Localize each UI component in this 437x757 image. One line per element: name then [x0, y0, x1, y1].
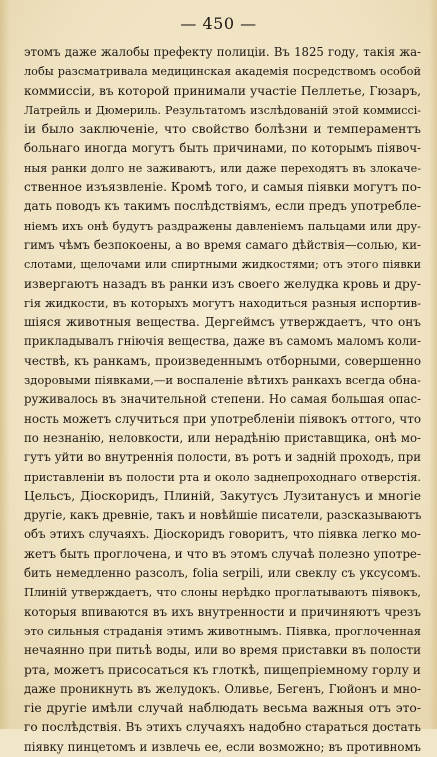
text-line: по незнанію, неловкости, или нерадѣнію приставщика, онѣ мо- [24, 430, 421, 445]
text-line: гимъ чѣмъ безпокоены, а во время самаго дѣйствія—солью, ки- [24, 237, 421, 252]
text-line: больнаго иногда могутъ быть причинами, по которымъ піявоч- [24, 141, 421, 156]
text-line: чествѣ, къ ранкамъ, произведеннымъ отборными, совершенно [24, 353, 421, 368]
text-line: гутъ уйти во внутреннія полости, въ ротъ и задній проходъ, при [24, 450, 421, 465]
text-line: это сильныя страданія этимъ животнымъ. Піявка, проглоченная [24, 623, 421, 638]
text-line: го послѣдствія. Въ этихъ случаяхъ надобно стараться достать [24, 720, 421, 735]
text-line: нечаянно при питьѣ воды, или во время приставки въ полости [24, 643, 421, 658]
text-line: гіе другіе имѣли случай наблюдать весьма важныя отъ это- [24, 701, 421, 716]
text-line: которыя впиваются въ ихъ внутренности и причиняютъ чрезъ [24, 604, 421, 619]
text-line: слотами, щелочами или спиртными жидкостями; отъ этого піявки [24, 258, 421, 272]
text-line: гія жидкости, въ которыхъ могутъ находиться разныя испортив- [24, 295, 421, 310]
text-line: рта, можетъ присосаться къ глоткѣ, пищепріемному горлу и [24, 662, 421, 677]
text-line: жетъ быть проглочена, и что въ этомъ случаѣ полезно употре- [24, 546, 421, 561]
text-line: приставленіи въ полости рта и около заднепроходнаго отверстія. [24, 470, 421, 484]
body-text [24, 43, 421, 757]
text-line: здоровыми піявками,—и воспаленіе вѣтихъ ранкахъ всегда обна- [24, 373, 421, 388]
page-number: — 450 — [180, 14, 257, 33]
text-line: ныя ранки долго не заживаютъ, или даже переходятъ въ злокаче- [24, 161, 421, 175]
text-line: даже проникнуть въ желудокъ. Оливье, Бегенъ, Гюйонъ и мно- [24, 681, 421, 696]
text-line: руживалось въ значительной степени. Но самая большая опас- [24, 392, 421, 407]
text-line: Цельсъ, Діоскоридъ, Плиній, Закутусъ Лузитанусъ и многіе [24, 488, 421, 503]
text-line: бить немедленно разсолъ, folia serpili, или свеклу съ уксусомъ. [24, 566, 421, 581]
text-line: ніемъ ихъ онѣ будутъ раздражены давленіемъ пальцами или дру- [24, 219, 421, 233]
text-line: дать поводъ къ такимъ послѣдствіямъ, если предъ употребле- [24, 199, 421, 214]
text-line: піявку пинцетомъ и извлечь ее, если возможно; въ противномъ [24, 739, 421, 754]
text-line: Плиній утверждаетъ, что слоны нерѣдко проглатываютъ піявокъ, [24, 586, 421, 600]
text-line: іи было заключеніе, что свойство болѣзни и темпераментъ [24, 122, 421, 137]
text-line: этомъ даже жалобы префекту полиціи. Въ 1825 году, такія жа- [24, 45, 421, 59]
text-line: коммиссіи, въ которой принимали участіе Пеллетье, Гюзаръ, [24, 83, 421, 98]
text-line: другіе, какъ древніе, такъ и новѣйшіе писатели, разсказываютъ [24, 508, 422, 523]
text-line: шіяся животныя вещества. Дергеймсъ утверждаетъ, что онъ [24, 315, 421, 330]
text-line: Латрейль и Дюмериль. Результатомъ изслѣдованій этой коммисcі- [24, 103, 421, 117]
text-line: прикладывалъ гніючія вещества, даже въ самомъ маломъ коли- [24, 334, 421, 349]
text-line: ность можетъ случиться при употребленіи піявокъ оттого, что [24, 411, 421, 426]
text-line: объ этихъ случаяхъ. Діоскоридъ говоритъ, что піявка легко мо- [24, 527, 421, 542]
text-line: ственное изъязвленіе. Кромѣ того, и самыя піявки могутъ по- [24, 180, 422, 195]
text-line: извергаютъ назадъ въ ранки изъ своего желудка кровь и дру- [24, 276, 421, 291]
text-line: лобы разсматривала медицинская академія посредствомъ особой [24, 65, 421, 79]
